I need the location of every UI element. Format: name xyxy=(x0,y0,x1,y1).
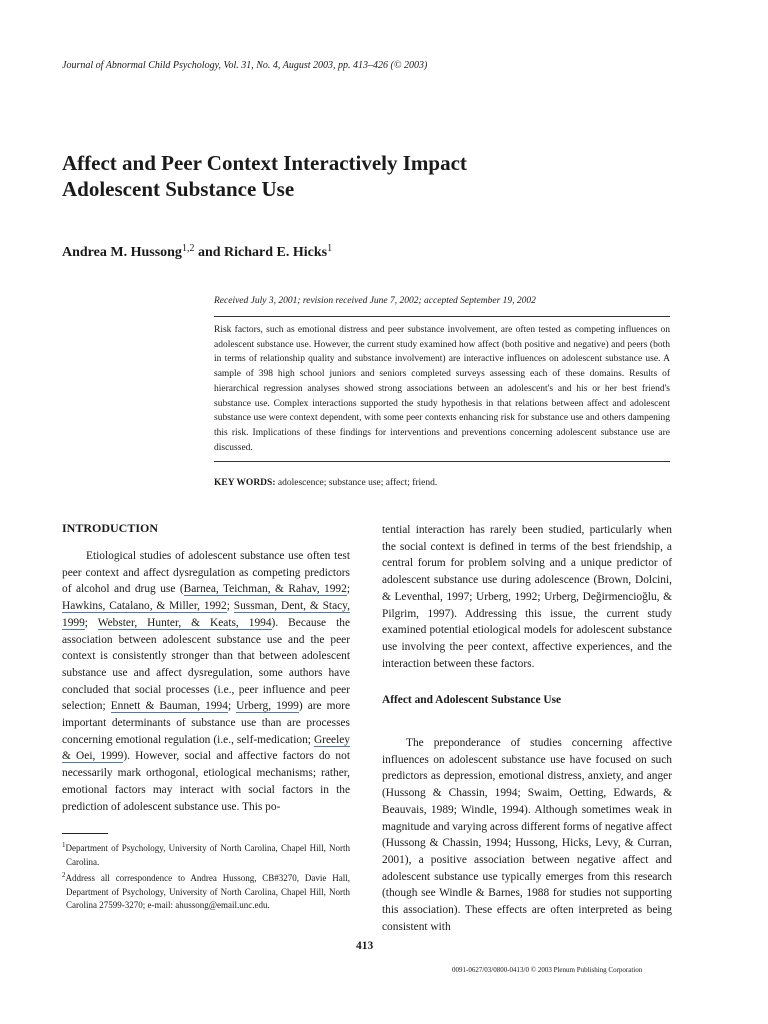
body-paragraph: tential interaction has rarely been studied, particularly when the social context is defined in terms of the best friendship, a central forum for problem solving and a unique predictor of adolescent substance use during adolescence (Brown, Dolcini, & Leventhal, 1997; Urberg, 1992; Urberg, Değirmencioğlu, & Pilgrim, 1997). Addressing this issue, the current study examined potential etiological models for adolescent substance use involving the peer context, affective experiences, and the interaction between these factors. xyxy=(382,524,672,670)
abstract-text: Risk factors, such as emotional distress and peer substance involvement, are often tested as competing influences on adolescent substance use. However, the current study examined how affect (both positive and negative) and peers (both in terms of relationship quality and substance involvement) are interactive influences on adolescent substance use. A sample of 398 high school juniors and seniors completed surveys assessing each of these domains. Results of hierarchical regression analyses showed strong associations between an adolescent's and his or her best friend's substance use. Complex interactions supported the study hypothesis in that relations between affect and adolescent substance use were context dependent, with some peer contexts enhancing risk for substance use and others dampening this risk. Implications of these findings for interventions and preventions concerning adolescent substance use are discussed. xyxy=(214,325,670,453)
subsection-heading: Affect and Adolescent Substance Use xyxy=(382,694,562,707)
citation-link[interactable]: Sussman, Dent, & Stacy, 1999 xyxy=(62,600,350,629)
footnotes xyxy=(62,839,350,913)
footnote-mark: 1 xyxy=(62,841,66,849)
keywords-text: adolescence; substance use; affect; friend. xyxy=(275,478,438,488)
right-column xyxy=(382,522,672,935)
footnote-mark: 2 xyxy=(62,871,66,879)
affiliation-mark: 1,2 xyxy=(181,243,195,254)
citation-link[interactable]: Webster, Hunter, & Keats, 1994 xyxy=(97,616,272,629)
section-heading: INTRODUCTION xyxy=(62,521,159,535)
footnote: $^2$Address all correspondence to Andrea Hussong, CB#3270, Davie Hall, Department of Psychology, University of North Carolina, Chapel Hill, North Carolina 27599-3270; e-mail: ahussong@email.unc.edu. xyxy=(62,871,350,910)
footnote: $^1$Department of Psychology, University of North Carolina, Chapel Hill, North Carolina. xyxy=(62,841,350,867)
citation-link[interactable]: Greeley & Oei, 1999 xyxy=(62,733,350,763)
keywords xyxy=(214,478,437,488)
author-line xyxy=(62,243,332,261)
page-number: 413 xyxy=(356,940,374,952)
affiliation-mark: 1 xyxy=(327,243,333,254)
author-conjunction: and xyxy=(194,245,225,260)
author-name: Richard E. Hicks xyxy=(224,245,328,260)
received-dates: Received July 3, 2001; revision received June 7, 2002; accepted September 19, 2002 xyxy=(214,296,536,306)
journal-citation: Journal of Abnormal Child Psychology, Vol. 31, No. 4, August 2003, pp. 413–426 (© 2003) xyxy=(62,60,428,71)
citation-link[interactable]: Barnea, Teichman, & Rahav, 1992 xyxy=(183,583,347,596)
keywords-label: KEY WORDS: xyxy=(214,478,276,488)
copyright-notice: 0091-0627/03/0800-0413/0 © 2003 Plenum Publishing Corporation xyxy=(452,966,643,974)
citation-link[interactable]: Hawkins, Catalano, & Miller, 1992 xyxy=(62,600,227,613)
body-paragraph: The preponderance of studies concerning affective influences on adolescent substance use have focused on such predictors as depression, emotional distress, anxiety, and anger (Hussong & Chassin, 1994; Swaim, Oetting, Edwards, & Beauvais, 1989; Windle, 1994). Although sometimes weak in magnitude and varying across different forms of negative affect (Hussong & Chassin, 1994; Hussong, Hicks, Levy, & Curran, 2001), a positive association between negative affect and adolescent substance use typically emerges from this research (though see Windle & Barnes, 1988 for studies not supporting this association). These effects are often interpreted as being consistent with xyxy=(382,737,672,933)
citation-link[interactable]: Ennett & Bauman, 1994 xyxy=(110,700,228,713)
body-paragraph: Etiological studies of adolescent substance use often test peer context and affect dysregulation as competing predictors of alcohol and drug use (Barnea, Teichman, & Rahav, 1992; Hawkins, Catalano, & Miller, 1992; Sussman, Dent, & Stacy, 1999; Webster, Hunter, & Keats, 1994). Because the association between adolescent substance use and the peer context is consistently stronger than that between adolescent substance use and affect dysregulation, some authors have concluded that social processes (i.e., peer influence and peer selection; Ennett & Bauman, 1994; Urberg, 1999) are more important determinants of substance use than are processes concerning emotional regulation (i.e., self-medication; Greeley & Oei, 1999). However, social and affective factors do not necessarily mark orthogonal, etiological mechanisms; rather, emotional factors may interact with social factors in the prediction of adolescent substance use. This po- xyxy=(62,550,351,813)
abstract-box xyxy=(214,316,670,462)
citation-link[interactable]: Urberg, 1999 xyxy=(236,700,299,713)
article-title: Affect and Peer Context Interactively Impact Adolescent Substance Use xyxy=(62,151,467,201)
footnote-divider xyxy=(62,833,108,834)
author-name: Andrea M. Hussong xyxy=(62,245,182,260)
left-column xyxy=(62,548,350,815)
